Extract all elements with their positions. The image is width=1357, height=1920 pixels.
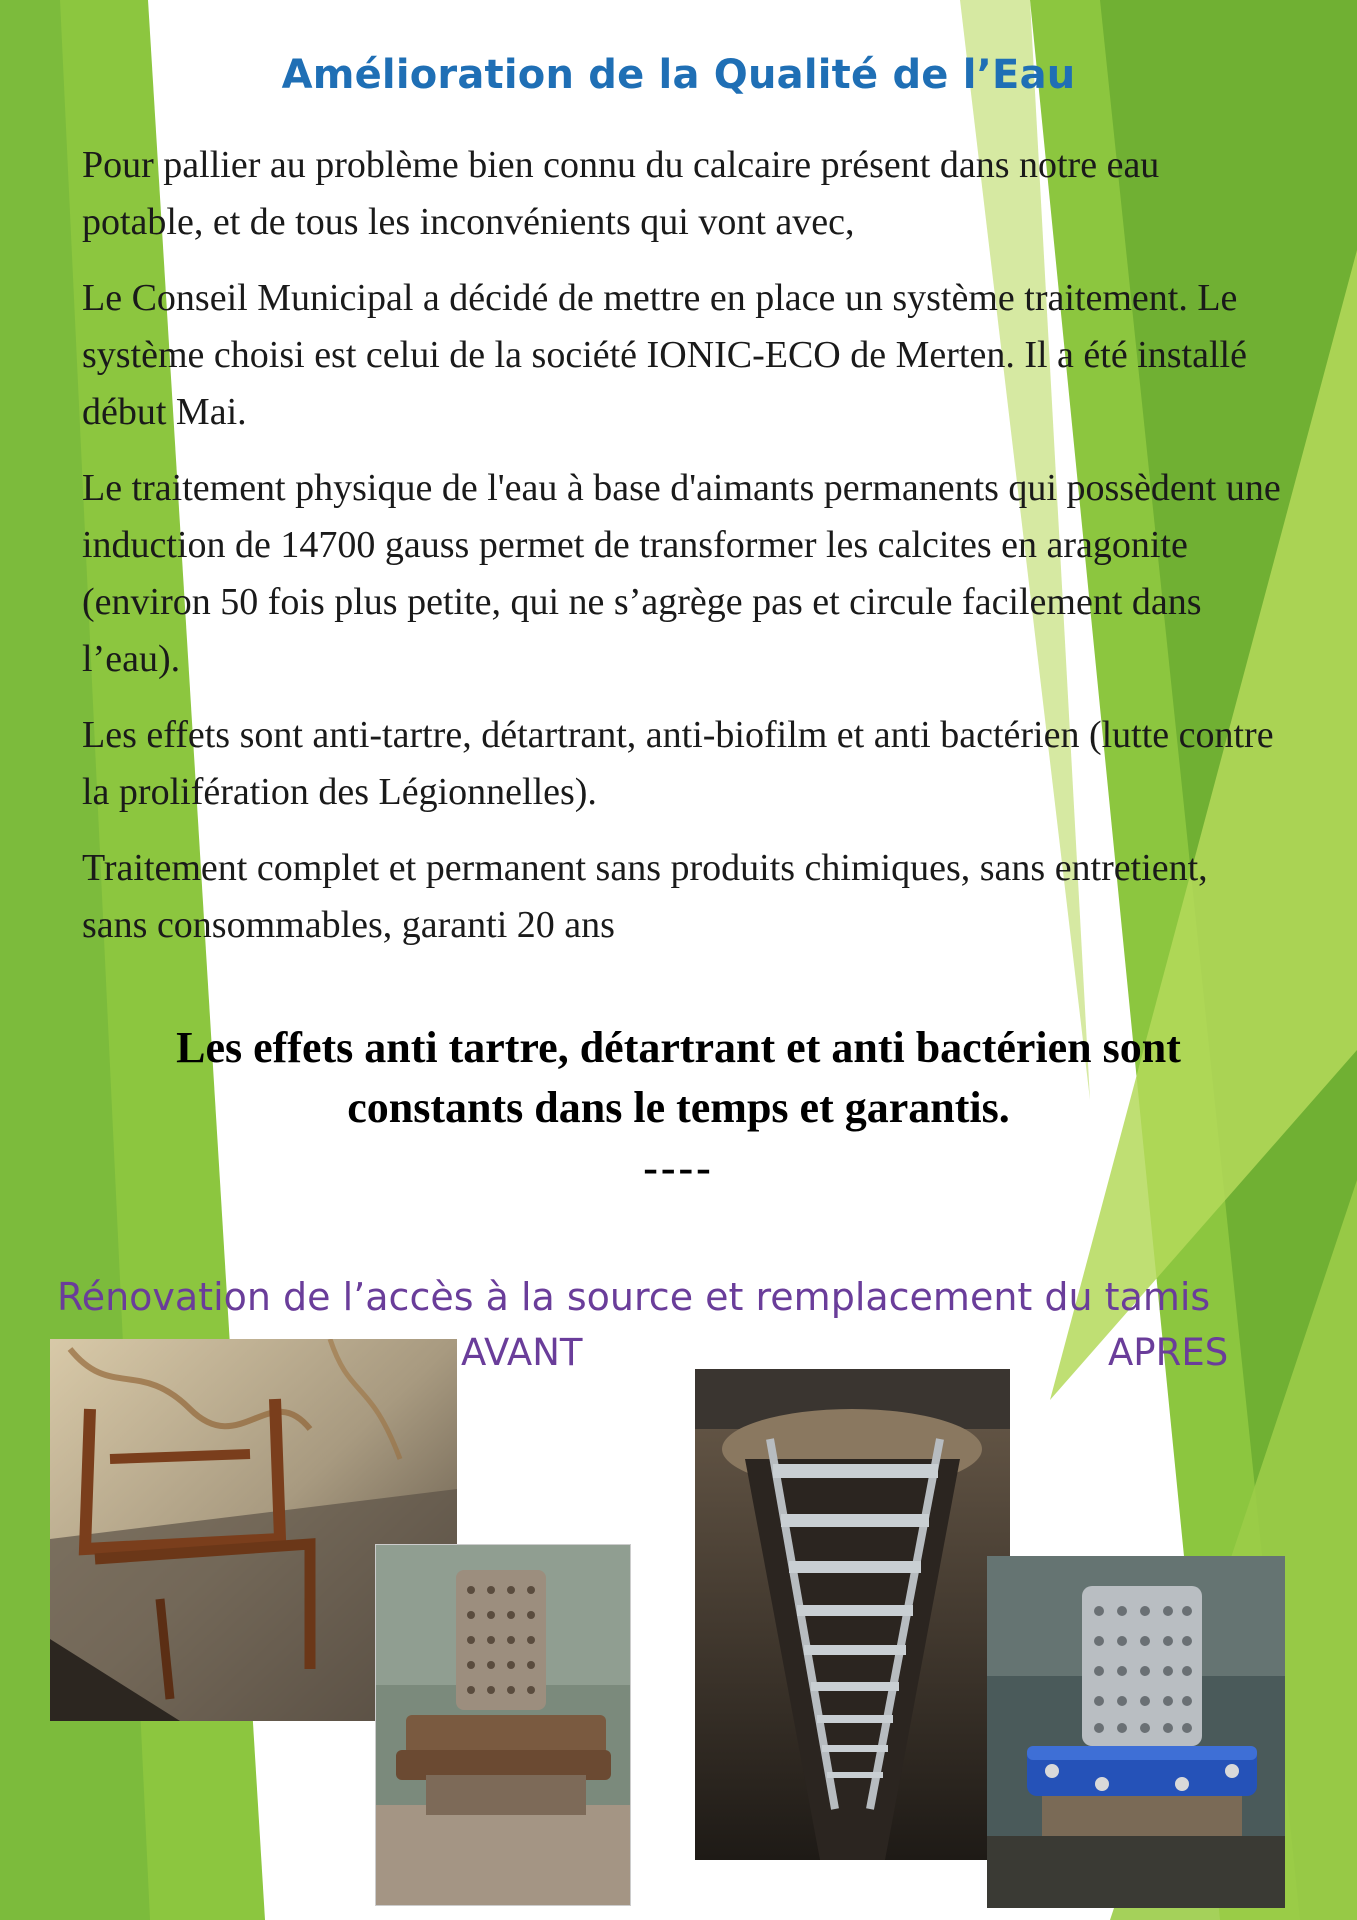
highlight-line-2: constants dans le temps et garantis. — [347, 1083, 1010, 1132]
highlight-statement — [0, 1018, 1357, 1198]
section-title: Rénovation de l’accès à la source et remplacement du tamis — [57, 1275, 1211, 1319]
paragraph-traitement: Le traitement physique de l'eau à base d'aimants permanents qui possèdent une induction de 14700 gauss permet de transformer les calcites en aragonite (environ 50 fois plus petite, qui ne s’agrège pas et circule facilement dans l’eau). — [82, 467, 1281, 680]
photo-after-ladder — [695, 1369, 1010, 1860]
paragraph-calcaire: Pour pallier au problème bien connu du calcaire présent dans notre eau potable, et de tous les inconvénients qui vont avec, — [82, 144, 1160, 243]
paragraph-garantie: Traitement complet et permanent sans produits chimiques, sans entretient, sans consommables, garanti 20 ans — [82, 847, 1208, 946]
after-label: APRES — [1108, 1331, 1229, 1374]
photo-before-filter — [375, 1544, 631, 1906]
separator: ---- — [643, 1143, 714, 1192]
highlight-line-1: Les effets anti tartre, détartrant et anti bactérien sont — [176, 1023, 1181, 1072]
paragraph-conseil: Le Conseil Municipal a décidé de mettre en place un système traitement. Le système choisi est celui de la société IONIC-ECO de Merten. Il a été installé début Mai. — [82, 277, 1247, 433]
before-label: AVANT — [461, 1331, 583, 1374]
paragraph-effets: Les effets sont anti-tartre, détartrant, anti-biofilm et anti bactérien (lutte contre la prolifération des Légionnelles). — [82, 714, 1274, 813]
photo-after-filter — [987, 1556, 1285, 1908]
body-text — [82, 137, 1282, 973]
page-title: Amélioration de la Qualité de l’Eau — [281, 52, 1076, 98]
